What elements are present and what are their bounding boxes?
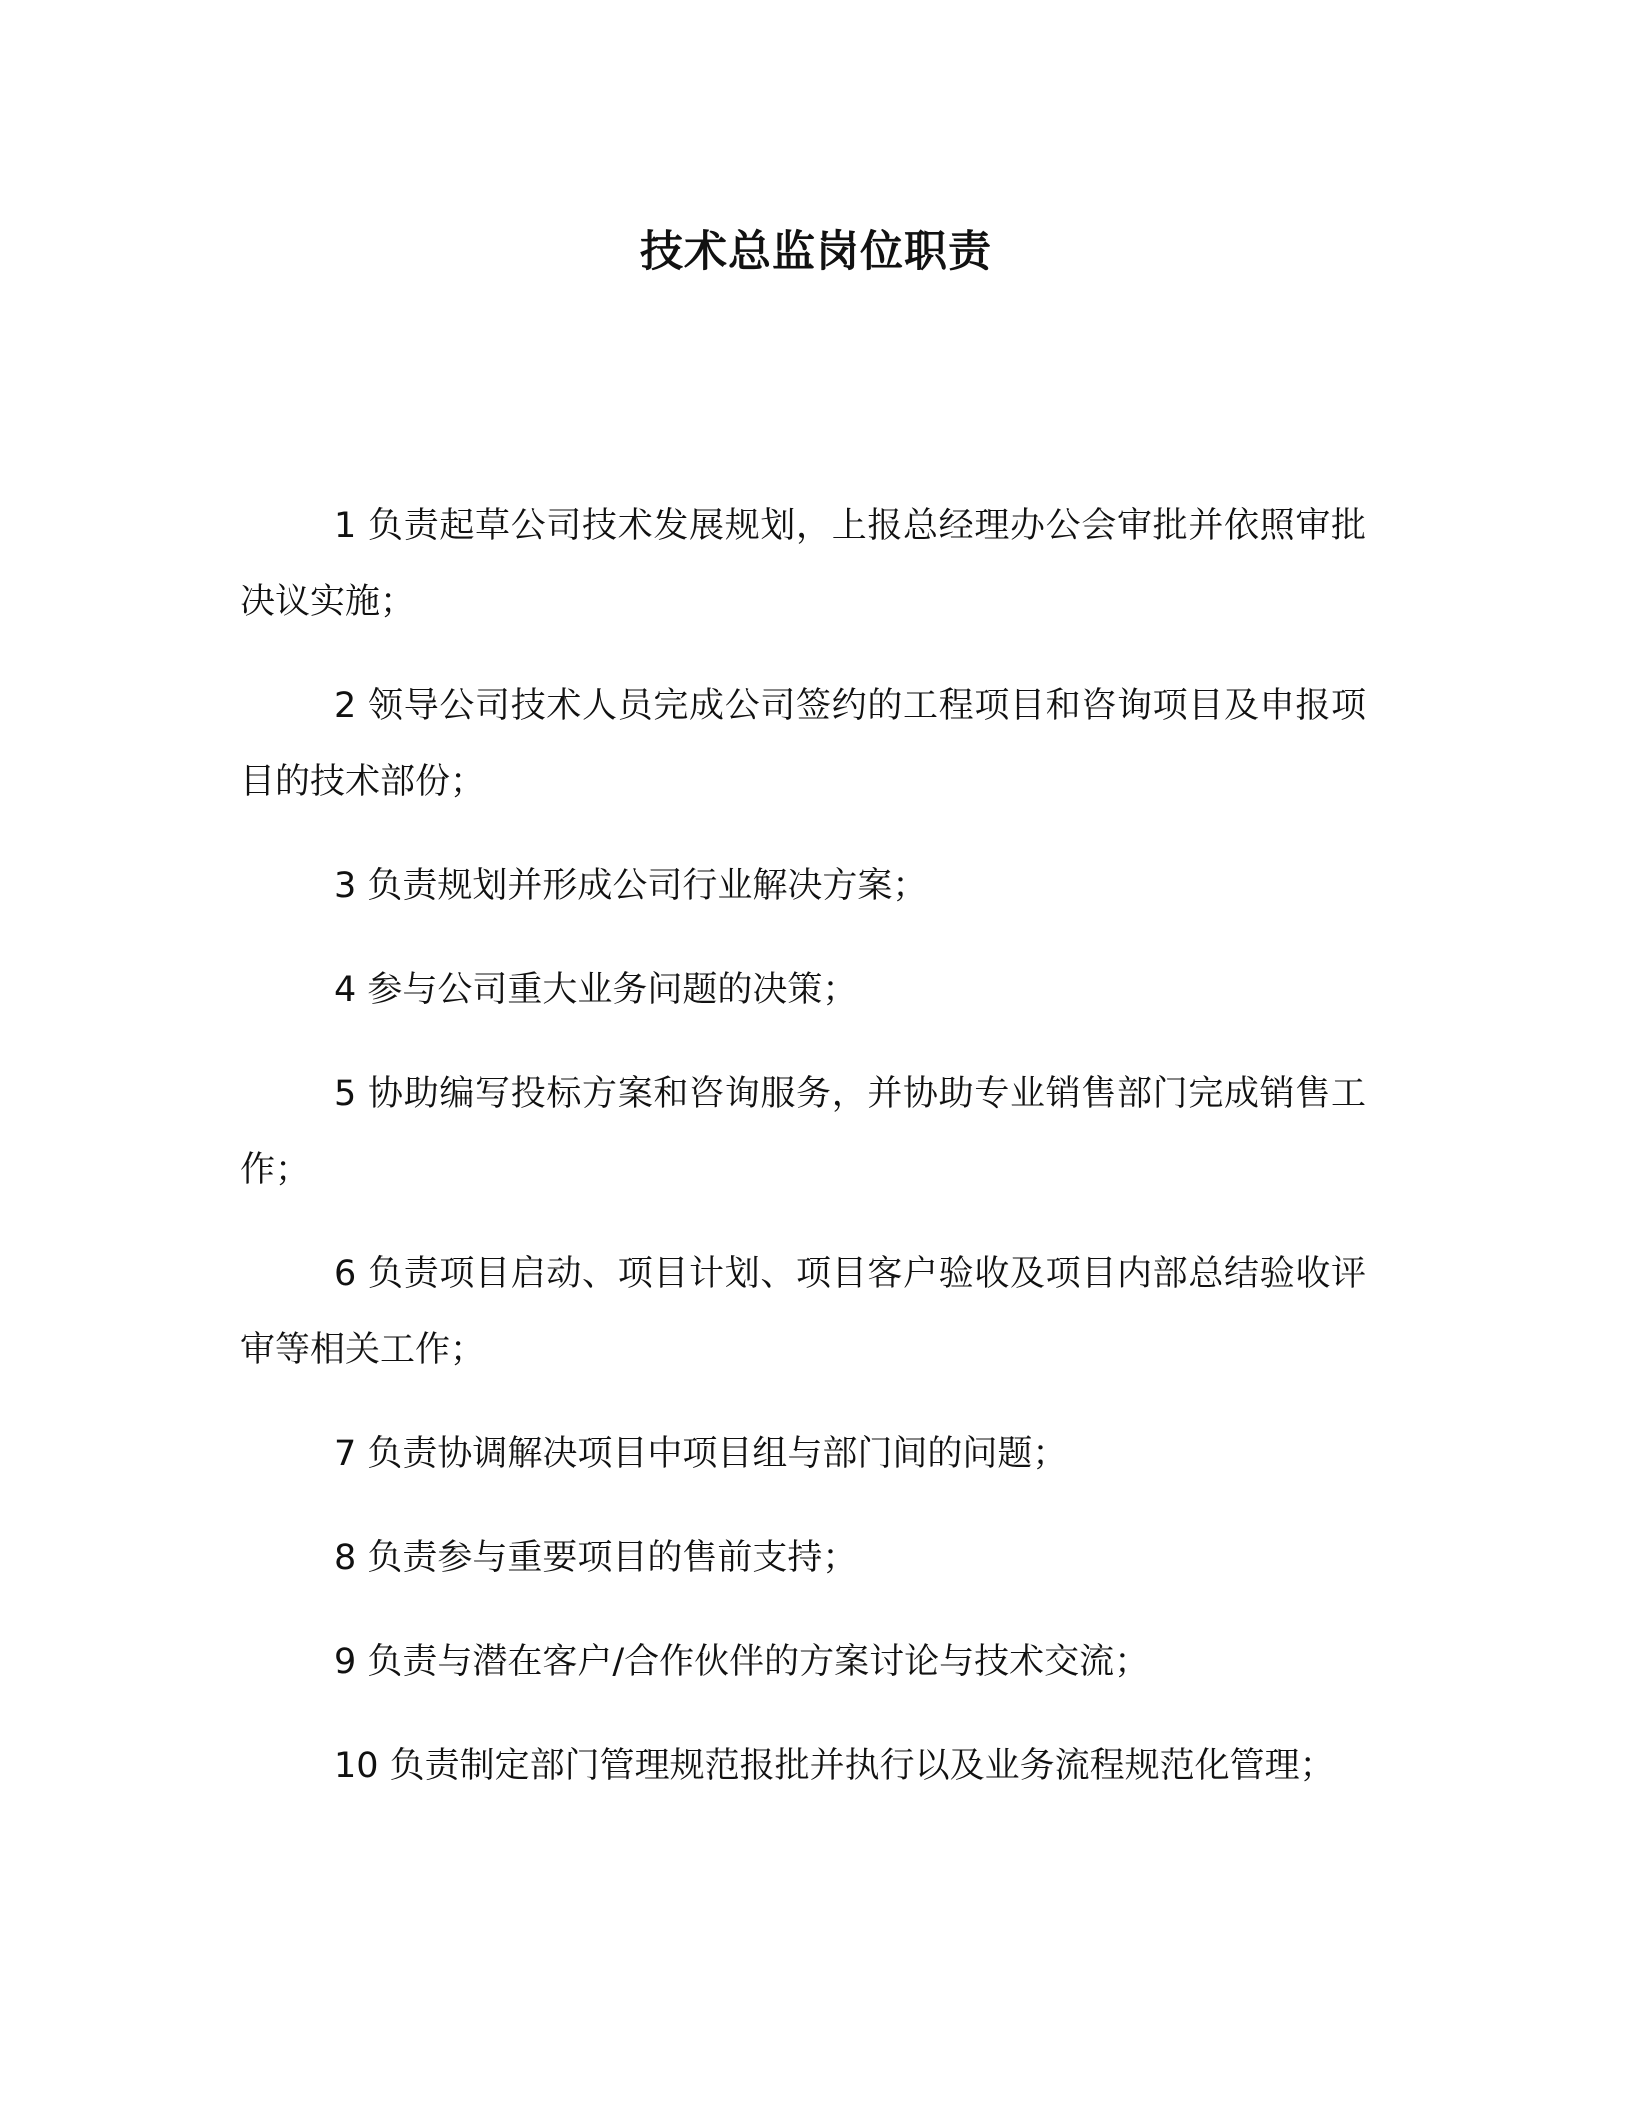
duty-item-4: 4 参与公司重大业务问题的决策； [334,970,858,1010]
duty-item-6: 6 负责项目启动、项目计划、项目客户验收及项目内部总结验收评审等相关工作； [240,1254,1366,1370]
duty-item-7: 7 负责协调解决项目中项目组与部门间的问题； [334,1434,1068,1474]
duty-item-3: 3 负责规划并形成公司行业解决方案； [334,866,928,906]
duty-list [240,488,1366,1832]
duty-item-8: 8 负责参与重要项目的售前支持； [334,1538,858,1578]
duty-item-2: 2 领导公司技术人员完成公司签约的工程项目和咨询项目及申报项目的技术部份； [240,686,1366,802]
duty-item-10: 10 负责制定部门管理规范报批并执行以及业务流程规范化管理； [334,1746,1335,1786]
duty-item-5: 5 协助编写投标方案和咨询服务，并协助专业销售部门完成销售工作； [240,1074,1366,1190]
page-title: 技术总监岗位职责 [640,227,992,277]
duty-item-1: 1 负责起草公司技术发展规划，上报总经理办公会审批并依照审批决议实施； [240,506,1366,622]
duty-item-9: 9 负责与潜在客户/合作伙伴的方案讨论与技术交流； [334,1642,1150,1682]
